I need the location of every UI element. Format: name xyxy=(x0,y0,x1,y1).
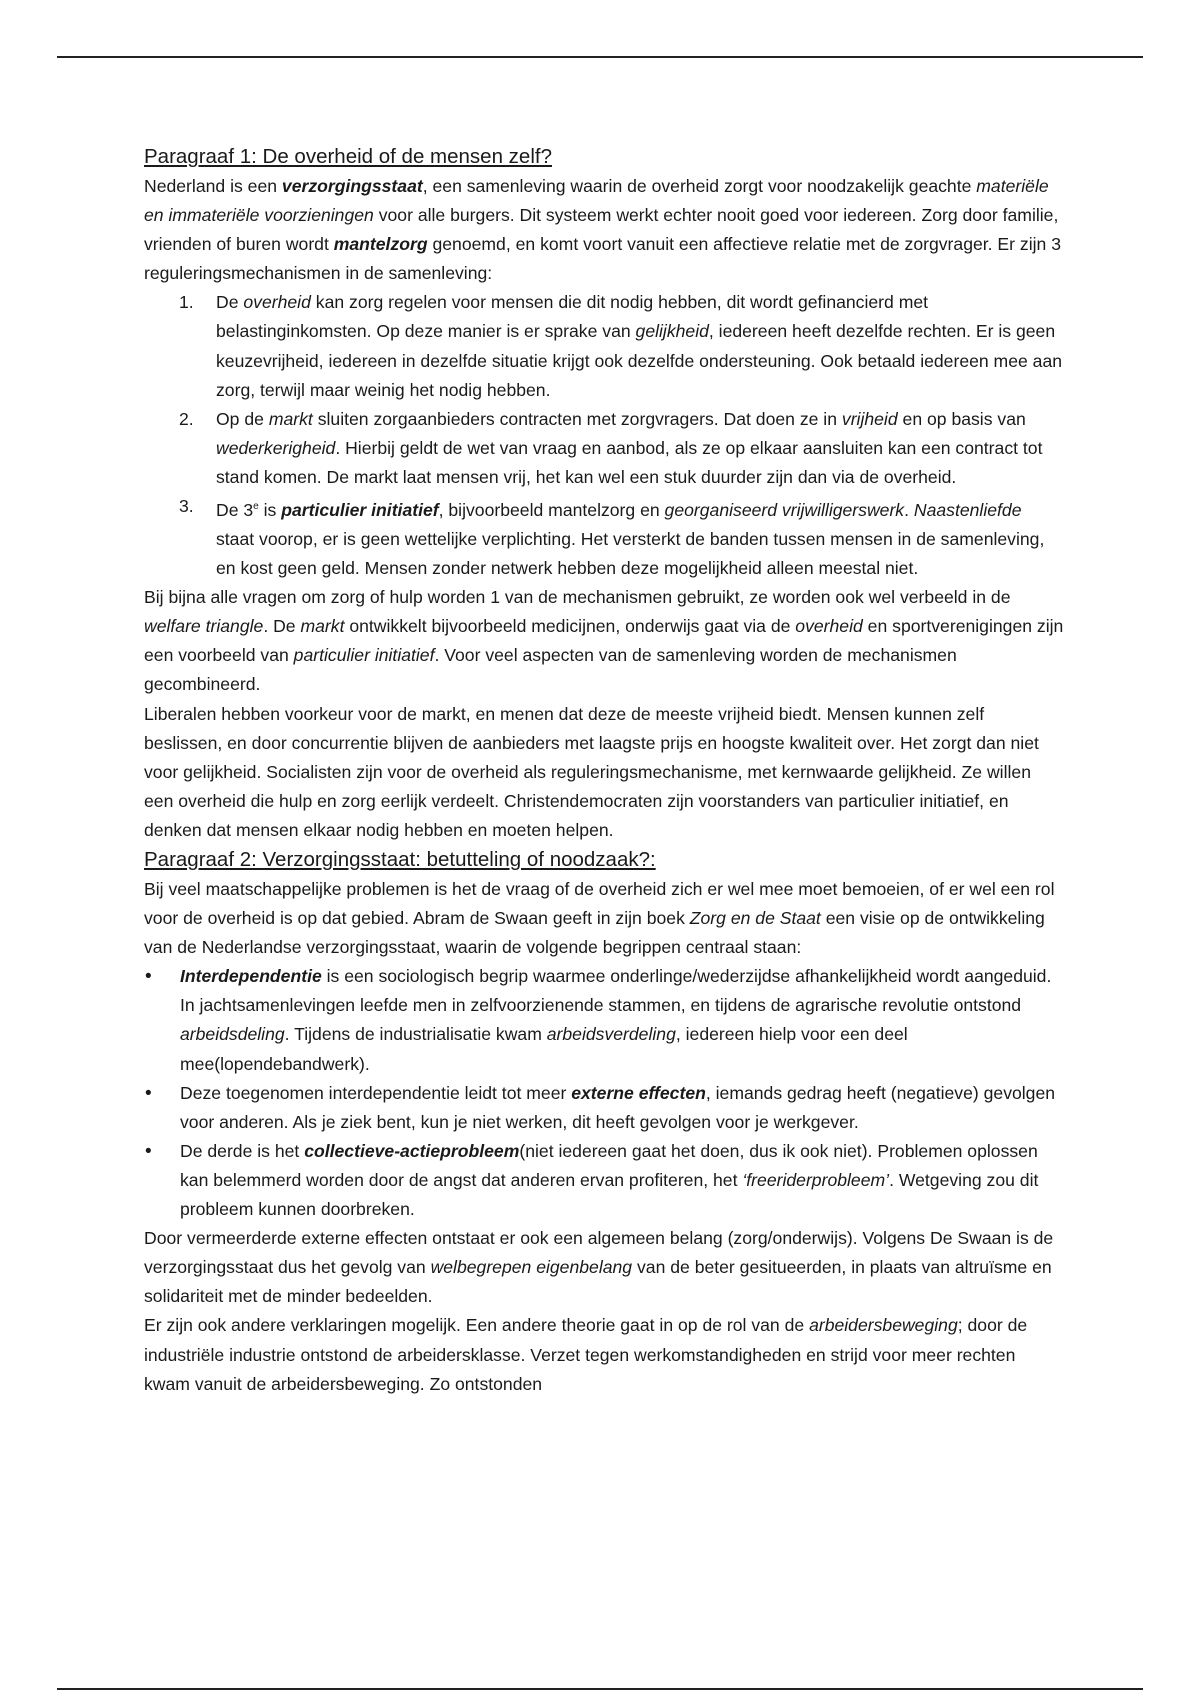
text-run: , een samenleving waarin de overheid zorgt voor noodzakelijk geachte xyxy=(422,176,977,196)
list-number: 1. xyxy=(179,292,194,313)
header-rule xyxy=(57,56,1143,58)
italic-term: arbeidersbeweging xyxy=(809,1315,958,1336)
list-item-text xyxy=(180,1141,1038,1219)
footer-rule xyxy=(57,1688,1143,1690)
text-run: Door vermeerderde externe effecten ontstaat er ook een algemeen belang (zorg/onderwijs). Volgens De Swaan is de verzorgingsstaat dus het gevolg van xyxy=(144,1228,1054,1278)
list-item-text xyxy=(216,409,1042,487)
concept-item-collectieve-actieprobleem xyxy=(145,1137,1064,1224)
text-run: kan zorg regelen voor mensen die dit nodig hebben, dit wordt gefinancierd met belastinginkomsten. Op deze manier is er sprake van xyxy=(216,292,929,342)
italic-term: particulier initiatief xyxy=(293,645,435,666)
section-2-heading: Paragraaf 2: Verzorgingsstaat: betutteling of noodzaak?: xyxy=(144,848,656,872)
text-run: Er zijn ook andere verklaringen mogelijk. Een andere theorie gaat in op de rol van de xyxy=(144,1315,810,1336)
text-run: Deze toegenomen interdependentie leidt tot meer xyxy=(180,1082,572,1103)
italic-term: Zorg en de Staat xyxy=(689,908,821,929)
mechanism-item-particulier-initiatief xyxy=(179,492,1064,583)
bullet-icon: • xyxy=(145,1082,152,1104)
bullet-icon: • xyxy=(145,1140,152,1162)
bold-italic-term: particulier initiatief xyxy=(281,499,439,520)
text-run: . De xyxy=(263,616,301,637)
text-run: is xyxy=(258,499,282,520)
text-run: , iemands gedrag heeft (negatieve) gevolgen voor anderen. Als je ziek bent, kun je niet werken, dit heeft gevolgen voor je werkgever. xyxy=(180,1082,1056,1132)
text-run: is een sociologisch begrip waarmee onderlinge/wederzijdse afhankelijkheid wordt aangeduid. In jachtsamenlevingen leefde men in zelfvoorzienende stammen, en tijdens de agrarische revolutie ontstond xyxy=(180,966,1052,1016)
text-run: Nederland is een xyxy=(144,176,282,196)
italic-term: vrijheid xyxy=(841,408,898,429)
text-run: . Voor veel aspecten van de samenleving worden de mechanismen gecombineerd. xyxy=(144,645,957,695)
text-run: , iedereen heeft dezelfde rechten. Er is geen keuzevrijheid, iedereen in dezelfde situatie krijgt ook dezelfde ondersteuning. Ook betaald iedereen mee aan zorg, terwijl maar weinig het nodig hebben. xyxy=(216,321,1063,400)
italic-term: markt xyxy=(268,408,313,429)
arbeidersbeweging-paragraph xyxy=(144,1311,1064,1398)
italic-term: materiële en immateriële voorzieningen xyxy=(144,176,1049,226)
list-item-text xyxy=(180,1083,1055,1132)
section-2-intro xyxy=(144,875,1064,962)
text-run: De 3 xyxy=(216,499,254,520)
text-run: en op basis van xyxy=(897,408,1026,429)
italic-term: ‘freeriderprobleem’ xyxy=(742,1169,890,1190)
text-run: , iedereen hielp voor een deel mee(lopendebandwerk). xyxy=(180,1024,908,1074)
section-1-intro xyxy=(144,172,1064,288)
text-run: van de beter gesitueerden, in plaats van altruïsme en solidariteit met de minder bedeelden. xyxy=(144,1257,1052,1307)
section-1-heading: Paragraaf 1: De overheid of de mensen zelf? xyxy=(144,145,552,168)
text-run: , bijvoorbeeld mantelzorg en xyxy=(438,499,665,520)
text-run: voor alle burgers. Dit systeem werkt echter nooit goed voor iedereen. Zorg door familie, vrienden of buren wordt xyxy=(144,205,1059,255)
text-run: genoemd, en komt voort vanuit een affectieve relatie met de zorgvrager. Er zijn 3 reguleringsmechanismen in de samenleving: xyxy=(144,234,1061,284)
italic-term: welfare triangle xyxy=(144,616,264,637)
text-run: sluiten zorgaanbieders contracten met zorgvragers. Dat doen ze in xyxy=(312,408,842,429)
mechanism-item-markt xyxy=(179,405,1064,492)
text-run: Bij veel maatschappelijke problemen is het de vraag of de overheid zich er wel mee moet bemoeien, of er wel een rol voor de overheid is op dat gebied. Abram de Swaan geeft in zijn boek xyxy=(144,879,1055,929)
text-run: Op de xyxy=(216,408,269,429)
ideologies-paragraph: Liberalen hebben voorkeur voor de markt, en menen dat deze de meeste vrijheid biedt. Mensen kunnen zelf beslissen, en door concurrentie blijven de aanbieders met laagste prijs en hoogste kwaliteit over. Het zorgt dan niet voor gelijkheid. Socialisten zijn voor de overheid als reguleringsmechanisme, met kernwaarde gelijkheid. Ze willen een overheid die hulp en zorg eerlijk verdeelt. Christendemocraten zijn voorstanders van particulier initiatief, en denken dat mensen elkaar nodig hebben en moeten helpen. xyxy=(144,703,1039,840)
concepts-list xyxy=(144,962,1064,1224)
text-run: De xyxy=(216,292,244,313)
italic-term: overheid xyxy=(243,292,311,313)
document-body xyxy=(144,142,1064,1399)
italic-term: arbeidsverdeling xyxy=(546,1024,676,1045)
text-run: . Hierbij geldt de wet van vraag en aanbod, als ze op elkaar aansluiten kan een contract tot stand komen. De markt laat mensen vrij, het kan wel een stuk duurder zijn dan via de overheid. xyxy=(216,437,1043,487)
text-run: De derde is het xyxy=(180,1140,305,1161)
text-run: een visie op de ontwikkeling van de Nederlandse verzorgingsstaat, waarin de volgende begrippen centraal staan: xyxy=(144,908,1045,958)
concept-item-interdependentie xyxy=(145,962,1064,1078)
list-number: 3. xyxy=(179,496,194,517)
italic-term: georganiseerd vrijwilligerswerk xyxy=(664,499,905,520)
text-run: . Wetgeving zou dit probleem kunnen doorbreken. xyxy=(180,1169,1039,1220)
bold-italic-term: verzorgingsstaat xyxy=(281,176,423,196)
text-run: en sportverenigingen zijn een voorbeeld van xyxy=(144,616,1064,666)
italic-term: arbeidsdeling xyxy=(180,1024,285,1045)
list-item-text xyxy=(216,292,1062,399)
list-item-text xyxy=(180,966,1051,1073)
bold-italic-term: externe effecten xyxy=(571,1082,706,1103)
text-run: Bij bijna alle vragen om zorg of hulp worden 1 van de mechanismen gebruikt, ze worden ook wel verbeeld in de xyxy=(144,587,1011,608)
text-run: . xyxy=(904,499,914,520)
list-number: 2. xyxy=(179,408,194,429)
italic-term: Naastenliefde xyxy=(913,499,1022,520)
bold-italic-term: Interdependentie xyxy=(180,966,322,987)
concept-item-externe-effecten xyxy=(145,1079,1064,1137)
bold-italic-term: mantelzorg xyxy=(333,234,428,255)
italic-term: overheid xyxy=(795,616,863,637)
de-swaan-conclusion-paragraph xyxy=(144,1224,1064,1311)
bullet-icon: • xyxy=(145,966,152,988)
italic-term: markt xyxy=(300,616,345,637)
mechanisms-list xyxy=(144,288,1064,583)
text-run: . Tijdens de industrialisatie kwam xyxy=(284,1024,547,1045)
italic-term: gelijkheid xyxy=(635,321,709,342)
superscript: e xyxy=(253,501,259,513)
text-run: staat voorop, er is geen wettelijke verplichting. Het versterkt de banden tussen mensen in de samenleving, en kost geen geld. Mensen zonder netwerk hebben deze mogelijkheid alleen meestal niet. xyxy=(216,528,1045,579)
text-run: ; door de industriële industrie ontstond de arbeidersklasse. Verzet tegen werkomstandigheden en strijd voor meer rechten kwam vanuit de arbeidersbeweging. Zo ontstonden xyxy=(144,1315,1028,1394)
mechanism-item-overheid xyxy=(179,288,1064,404)
italic-term: welbegrepen eigenbelang xyxy=(430,1257,633,1278)
bold-italic-term: collectieve-actieprobleem xyxy=(304,1140,520,1161)
welfare-triangle-paragraph xyxy=(144,583,1064,699)
list-item-text xyxy=(216,500,1044,578)
text-run: ontwikkelt bijvoorbeeld medicijnen, onderwijs gaat via de xyxy=(344,616,796,637)
text-run: (niet iedereen gaat het doen, dus ik ook niet). Problemen oplossen kan belemmerd worden door de angst dat anderen ervan profiteren, het xyxy=(180,1140,1038,1190)
italic-term: wederkerigheid xyxy=(216,437,336,458)
